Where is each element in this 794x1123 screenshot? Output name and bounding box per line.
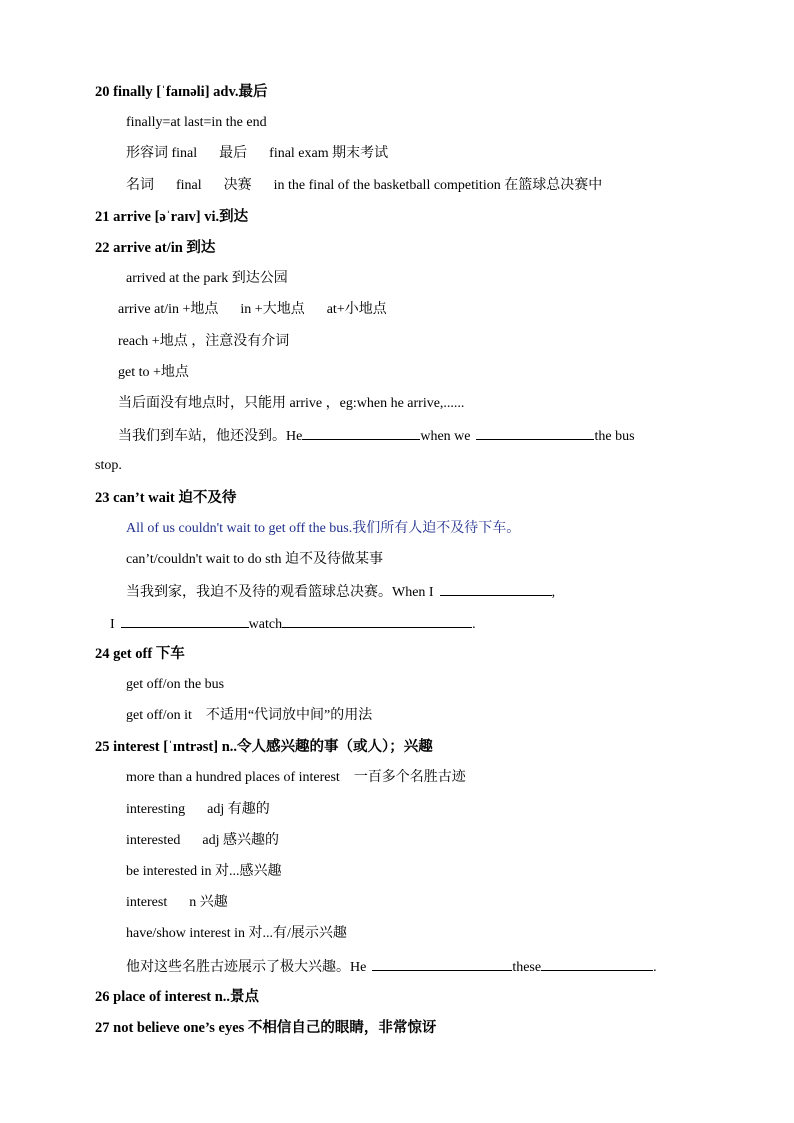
item-22-line-1: arrived at the park 到达公园 — [126, 271, 288, 286]
item-20-l2b: 最后 — [219, 146, 248, 161]
item-20-l3b: final — [176, 178, 202, 193]
item-22-l6b: when we — [420, 429, 471, 444]
item-25-line-2 — [126, 801, 270, 819]
item-25-line-3 — [126, 832, 279, 850]
item-22-line-5: 当后面没有地点时，只能用 arrive ，eg:when he arrive,...... — [118, 396, 465, 411]
item-23-l4a: I — [110, 617, 115, 632]
item-25-line-1 — [126, 769, 466, 787]
item-25-l5b: n 兴趣 — [189, 895, 228, 910]
item-22-line-3: reach +地点 ，注意没有介词 — [118, 334, 290, 349]
answer-blank[interactable] — [121, 614, 249, 628]
item-22-l6a: 当我们到车站，他还没到。He — [118, 429, 303, 444]
item-22-line-4: get to +地点 — [118, 365, 189, 380]
item-23-heading: 23 can’t wait 迫不及待 — [95, 490, 237, 506]
item-22-l2c: at+小地点 — [326, 302, 387, 317]
item-22-heading: 22 arrive at/in 到达 — [95, 240, 216, 256]
item-25-l1b: 一百多个名胜古迹 — [353, 770, 466, 785]
item-23-line-4 — [110, 614, 476, 634]
answer-blank[interactable] — [541, 957, 653, 971]
item-22-l6c: the bus — [594, 429, 635, 444]
answer-blank[interactable] — [476, 426, 594, 440]
item-25-l2a: interesting — [126, 802, 186, 817]
item-25-line-7 — [126, 957, 657, 977]
item-22-line-2 — [118, 301, 387, 319]
item-20-l2a: 形容词 final — [126, 146, 198, 161]
item-25-l3b: adj 感兴趣的 — [202, 833, 280, 848]
item-20-l3c: 决赛 — [223, 178, 252, 193]
item-25-line-6: have/show interest in 对...有/展示兴趣 — [126, 926, 347, 941]
item-23-line-2: can’t/couldn't wait to do sth 迫不及待做某事 — [126, 552, 383, 567]
item-22-line-6 — [118, 426, 635, 446]
answer-blank[interactable] — [282, 614, 472, 628]
item-20-l2c: final exam 期末考试 — [269, 146, 389, 161]
answer-blank[interactable] — [372, 957, 512, 971]
item-23-line-3 — [126, 582, 555, 602]
item-25-l3a: interested — [126, 833, 181, 848]
item-25-line-4: be interested in 对...感兴趣 — [126, 864, 282, 879]
answer-blank[interactable] — [302, 426, 420, 440]
item-22-l2a: arrive at/in +地点 — [118, 302, 219, 317]
item-25-l5a: interest — [126, 895, 168, 910]
item-21-heading: 21 arrive [əˈraɪv] vi.到达 — [95, 209, 249, 225]
item-20-heading: 20 finally [ˈfaɪnəli] adv.最后 — [95, 84, 268, 100]
item-23-l3b: , — [551, 585, 556, 600]
item-25-l1a: more than a hundred places of interest — [126, 770, 340, 785]
item-25-heading: 25 interest [ˈɪntrəst] n..令人感兴趣的事（或人）；兴趣 — [95, 739, 433, 755]
item-24-line-2 — [126, 707, 372, 725]
item-20-l3a: 名词 — [126, 178, 154, 193]
item-25-l2b: adj 有趣的 — [207, 802, 270, 817]
item-22-line-7: stop. — [95, 458, 122, 473]
item-20-l3d: in the final of the basketball competition 在篮球总决赛中 — [273, 178, 603, 193]
item-25-l7b: these — [512, 960, 542, 975]
item-26-heading: 26 place of interest n..景点 — [95, 989, 260, 1005]
item-20-line-3 — [126, 177, 602, 195]
item-23-l4b: watch — [248, 617, 283, 632]
item-25-l7a: 他对这些名胜古迹展示了极大兴趣。He — [126, 960, 367, 975]
item-20-line-2 — [126, 145, 388, 163]
item-20-line-1: finally=at last=in the end — [126, 115, 267, 130]
item-24-l2b: 不适用“代词放中间”的用法 — [205, 708, 373, 723]
item-25-l7c: . — [653, 960, 657, 975]
item-24-l2a: get off/on it — [126, 708, 192, 723]
item-27-heading: 27 not believe one’s eyes 不相信自己的眼睛，非常惊讶 — [95, 1020, 437, 1036]
item-23-l4c: . — [472, 617, 476, 632]
item-24-line-1: get off/on the bus — [126, 677, 225, 692]
item-24-heading: 24 get off 下车 — [95, 646, 185, 662]
answer-blank[interactable] — [440, 582, 552, 596]
item-25-line-5 — [126, 894, 228, 912]
item-23-l3a: 当我到家，我迫不及待的观看篮球总决赛。When I — [126, 585, 434, 600]
item-22-l2b: in +大地点 — [240, 302, 305, 317]
item-23-line-1: All of us couldn't wait to get off the bus.我们所有人迫不及待下车。 — [126, 521, 521, 536]
